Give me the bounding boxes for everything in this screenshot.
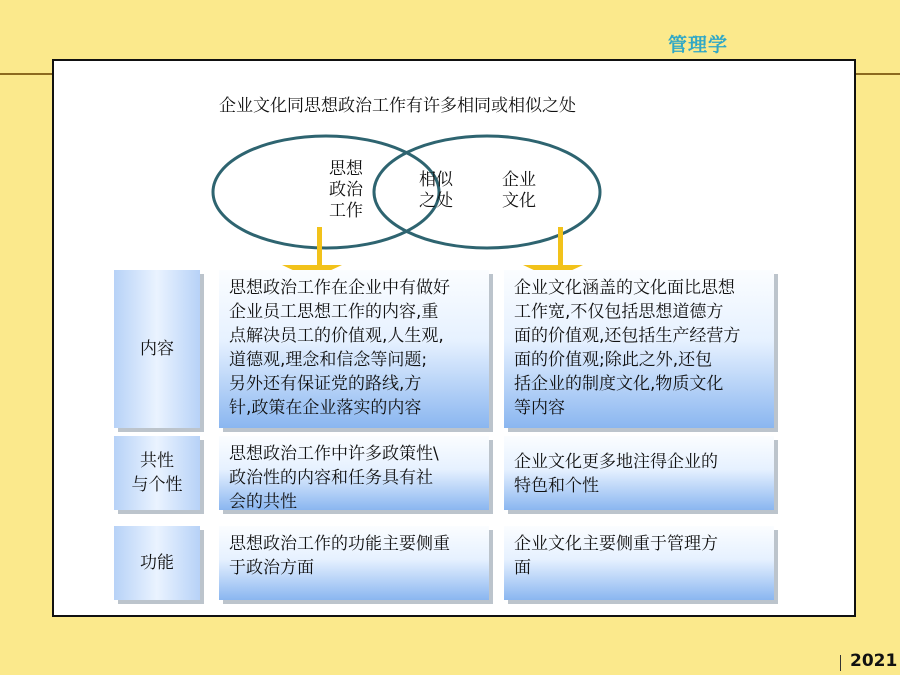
row-content-left: 思想政治工作在企业中有做好 企业员工思想工作的内容,重 点解决员工的价值观,人生观, 道德观,理念和信念等问题; 另外还有保证党的路线,方 针,政策在企业落实的内容 xyxy=(219,270,489,428)
row-label-function: 功能 xyxy=(114,526,200,600)
row-function-left: 思想政治工作的功能主要侧重 于政治方面 xyxy=(219,526,489,600)
content-card xyxy=(52,59,856,617)
headline: 企业文化同思想政治工作有许多相同或相似之处 xyxy=(219,96,576,116)
row-commonality-right: 企业文化更多地注得企业的 特色和个性 xyxy=(504,436,774,510)
venn-right-label: 企业 文化 xyxy=(502,170,536,211)
row-content-right: 企业文化涵盖的文化面比思想 工作宽,不仅包括思想道德方 面的价值观,还包括生产经营方 面的价值观;除此之外,还包 括企业的制度文化,物质文化 等内容 xyxy=(504,270,774,428)
row-function-right: 企业文化主要侧重于管理方 面 xyxy=(504,526,774,600)
footer-divider xyxy=(840,655,841,671)
row-label-content: 内容 xyxy=(114,270,200,428)
footer-year: 2021 xyxy=(850,651,898,671)
row-commonality-left: 思想政治工作中许多政策性\ 政治性的内容和任务具有社 会的共性 xyxy=(219,436,489,510)
venn-left-label: 思想 政治 工作 xyxy=(329,159,363,221)
divider-left xyxy=(0,73,52,75)
divider-right xyxy=(856,73,900,75)
row-label-commonality: 共性 与个性 xyxy=(114,436,200,510)
brand-title: 管理学 xyxy=(668,34,729,56)
venn-middle-label: 相似 之处 xyxy=(419,170,453,211)
